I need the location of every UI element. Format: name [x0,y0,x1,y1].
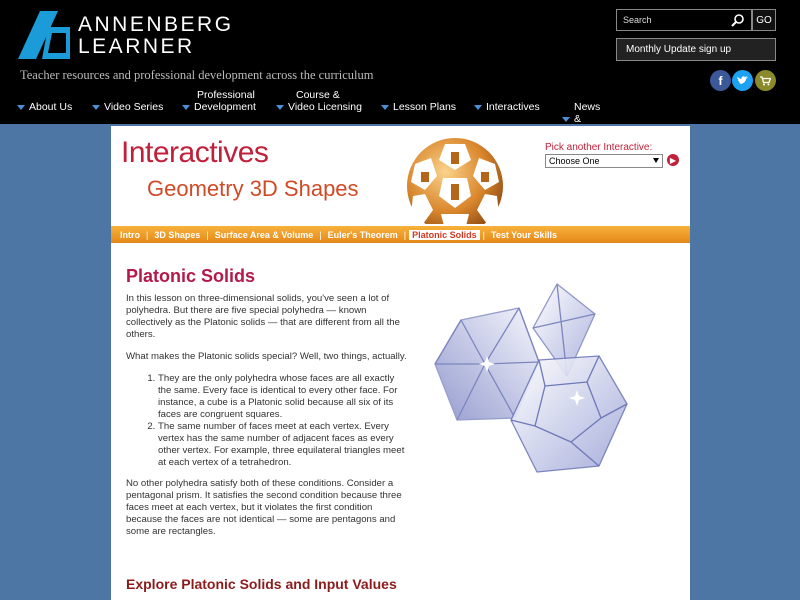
search-icon[interactable] [731,13,745,27]
tab-eulers-theorem[interactable]: Euler's Theorem [327,229,398,240]
nav-label-line1: Course & [296,89,340,101]
article-body [126,293,410,548]
nav-professional-development[interactable] [182,89,256,113]
nav-label: About Us [29,101,73,113]
tab-platonic-solids[interactable]: Platonic Solids [409,230,480,240]
banner-subtitle: Geometry 3D Shapes [147,176,359,201]
paragraph: In this lesson on three-dimensional solids, you've seen a lot of polyhedra. But there are five special polyhedra — known collectively as the Platonic solids — that are different from all the others. [126,293,400,340]
criteria-list [158,373,410,469]
tagline: Teacher resources and professional development across the curriculum [20,68,374,82]
search-go-button[interactable]: GO [752,9,776,31]
banner-title: Interactives [121,136,269,169]
paragraph: What makes the Platonic solids special? Well, two things, actually. [126,351,407,362]
geodesic-ball-image [391,134,519,224]
nav-label: Interactives [486,101,540,113]
tab-separator: | [319,229,322,240]
site-header [0,0,800,124]
nav-interactives[interactable] [474,101,540,113]
tab-separator: | [482,229,485,240]
nav-label: Video Series [104,101,164,113]
tab-surface-area-volume[interactable]: Surface Area & Volume [214,229,314,240]
main-nav [0,88,600,124]
nav-lesson-plans[interactable] [381,101,456,113]
chevron-down-icon [92,105,100,110]
tab-separator: | [206,229,209,240]
chevron-down-icon [562,117,570,122]
list-item: 1. They are the only polyhedra whose faces are all exactly the same. Every face is identical to every other face. For instance, a cube is a Platonic solid because all six of its faces are congruent squares. [158,373,410,421]
tab-intro[interactable]: Intro [120,229,140,240]
nav-label: Lesson Plans [393,101,457,113]
nav-video-series[interactable] [92,101,163,113]
platonic-solids-image [427,270,649,502]
chevron-down-icon [474,105,482,110]
chevron-down-icon [276,105,284,110]
select-value: Choose One [549,156,600,166]
tab-separator: | [146,229,149,240]
search-box [616,9,752,31]
nav-label-line2: Development [194,101,256,113]
monthly-update-signup-button[interactable]: Monthly Update sign up [616,38,776,61]
twitter-icon[interactable] [732,70,753,91]
annenberg-logo[interactable] [18,11,70,59]
nav-about-us[interactable] [17,101,72,113]
nav-label-line1: Professional [197,89,255,101]
go-arrow-icon[interactable]: ▶ [667,154,679,166]
tab-test-your-skills[interactable]: Test Your Skills [490,229,558,240]
tab-3d-shapes[interactable]: 3D Shapes [154,229,201,240]
chevron-down-icon [381,105,389,110]
chevron-down-icon [17,105,25,110]
chevron-down-icon [182,105,190,110]
pick-interactive-label: Pick another Interactive: [545,142,653,153]
brand-name-line2[interactable]: LEARNER [78,35,195,58]
interactive-page [111,126,690,600]
page-title: Platonic Solids [126,266,256,286]
explore-heading: Explore Platonic Solids and Input Values [126,576,397,592]
interactive-banner [111,126,690,224]
nav-label: News & [574,101,601,125]
search-input[interactable] [617,10,727,30]
facebook-icon[interactable]: f [710,70,731,91]
lesson-content [111,246,690,600]
lesson-tabs [111,226,690,243]
brand-name-line1[interactable]: ANNENBERG [78,13,234,36]
interactive-select[interactable] [545,154,663,168]
paragraph: No other polyhedra satisfy both of these conditions. Consider a pentagonal prism. It satisfies the second condition because three faces meet at each vertex, but it violates the first condition because the faces are not identical — some are pentagons and some are rectangles. [126,478,402,537]
cart-icon[interactable] [755,70,776,91]
nav-label-line2: Video Licensing [288,101,362,113]
chevron-down-icon [653,158,659,163]
tab-separator: | [403,229,407,240]
list-item: 2. The same number of faces meet at each vertex. Every vertex has the same number of adjacent faces as every other vertex. For example, three equilateral triangles meet at each vertex of a tetrahedron. [158,421,410,469]
nav-course-video-licensing[interactable] [276,89,362,113]
